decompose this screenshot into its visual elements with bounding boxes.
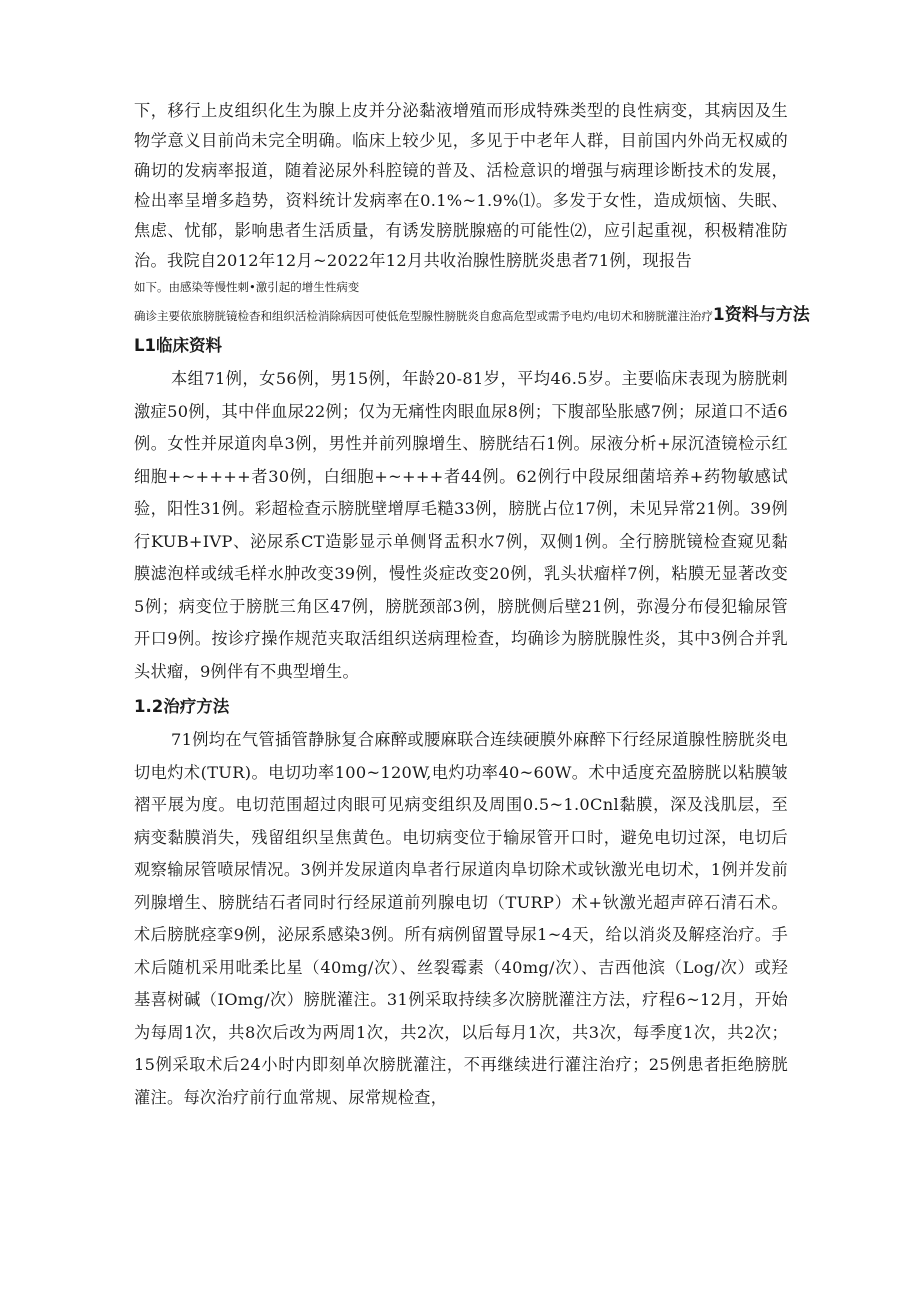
document-page: [134, 96, 810, 1114]
section-1-heading: 1资料与方法: [712, 305, 810, 325]
clinical-data-paragraph: 本组71例，女56例，男15例，年龄20-81岁，平均46.5岁。主要临床表现为膀胱刺激症50例，其中伴血尿22例；仅为无痛性肉眼血尿8例；下腹部坠胀感7例；尿道口不适6例。女性并尿道肉阜3例，男性并前列腺增生、膀胱结石1例。尿液分析+尿沉渣镜检示红细胞+~++++者30例，白细胞+~+++者44例。62例行中段尿细菌培养+药物敏感试验，阳性31例。彩超检查示膀胱壁增厚毛糙33例，膀胱占位17例，未见异常21例。39例行KUB+IVP、泌尿系CT造影显示单侧肾盂积水7例，双侧1例。全行膀胱镜检查窥见黏膜滤泡样或绒毛样水肿改变39例，慢性炎症改变20例，乳头状瘤样7例，粘膜无显著改变5例；病变位于膀胱三角区47例，膀胱颈部3例，膀胱侧后壁21例，弥漫分布侵犯输尿管开口9例。按诊疗操作规范夹取活组织送病理检查，均确诊为膀胱腺性炎，其中3例合并乳头状瘤，9例伴有不典型增生。: [134, 369, 788, 681]
small-text-line-2: 确诊主要依旅膀胱镜检杳和组织活检消除病因可使低危型腺性膀胱炎自愈高危型或需予电灼/电切术和膀胱灌注治疗: [134, 309, 713, 323]
treatment-method-paragraph: 71例均在气管插管静脉复合麻醉或腰麻联合连续硬膜外麻醉下行经尿道腺性膀胱炎电切电灼术(TUR)。电切功率100~120W,电灼功率40~60W。术中适度充盈膀胱以粘膜皱褶平展为度。电切范围超过肉眼可见病变组织及周围0.5~1.0Cnl黏膜，深及浅肌层，至病变黏膜消失，残留组织呈焦黄色。电切病变位于输尿管开口时，避免电切过深，电切后观察输尿管喷尿情况。3例并发尿道肉阜者行尿道肉阜切除术或钬激光电切术，1例并发前列腺增生、膀胱结石者同时行经尿道前列腺电切（TURP）术+钬激光超声碎石清石术。术后膀胱痉挛9例，泌尿系感染3例。所有病例留置导尿1~4天，给以消炎及解痉治疗。手术后随机采用吡柔比星（40mg/次）、丝裂霉素（40mg/次）、吉西他滨（Log/次）或羟基喜树碱（IOmg/次）膀胱灌注。31例采取持续多次膀胱灌注方法，疗程6~12月，开始为每周1次，共8次后改为两周1次，共2次，以后每月1次，共3次，每季度1次，共2次；15例采取术后24小时内即刻单次膀胱灌注，不再继续进行灌注治疗；25例患者拒绝膀胱灌注。每次治疗前行血常规、尿常规检查，: [134, 730, 788, 1107]
small-text-line-1: 如下。由感染等慢性刺•激引起的增生性病变: [134, 280, 360, 294]
small-text-with-heading-row: [134, 300, 810, 327]
section-1-2-heading: 1.2治疗方法: [134, 697, 230, 716]
intro-paragraph: 下，移行上皮组织化生为腺上皮并分泌黏液增殖而形成特殊类型的良性病变，其病因及生物学意义目前尚未完全明确。临床上较少见，多见于中老年人群，目前国内外尚无权威的确切的发病率报道，随着泌尿外科腔镜的普及、活检意识的增强与病理诊断技术的发展，检出率呈增多趋势，资料统计发病率在0.1%~1.9%⑴。多发于女性，造成烦恼、失眠、焦虑、忧郁，影响患者生活质量，有诱发膀胱腺癌的可能性⑵，应引起重视，积极精准防治。我院自2012年12月~2022年12月共收治腺性膀胱炎患者71例，现报告: [134, 101, 788, 270]
section-1-1-heading: L1临床资料: [134, 336, 222, 355]
